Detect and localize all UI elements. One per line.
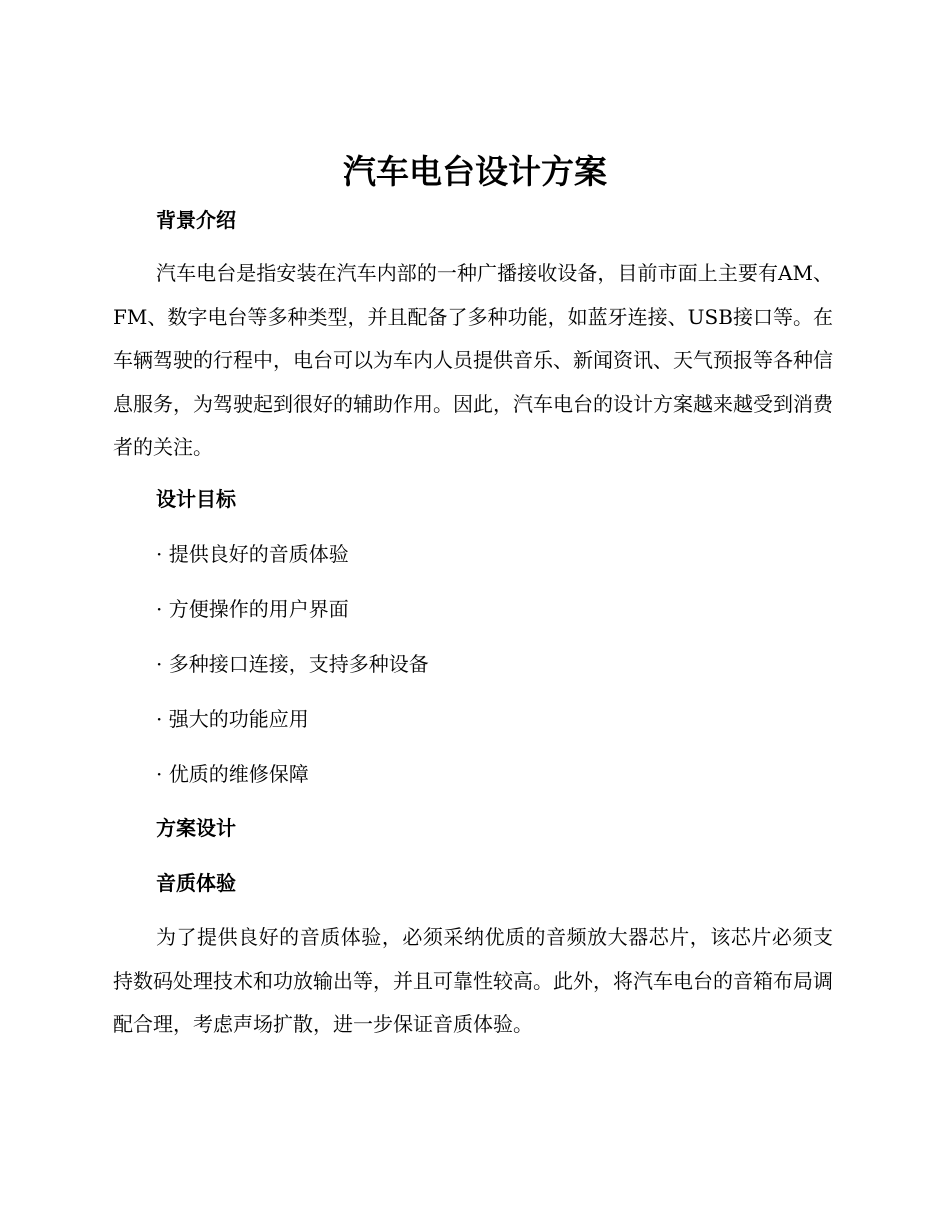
document-title: 汽车电台设计方案 (343, 152, 607, 191)
goal-list-item: · 方便操作的用户界面 (156, 597, 349, 621)
goal-list-item: · 优质的维修保障 (156, 762, 309, 786)
goal-list-item: · 提供良好的音质体验 (156, 542, 349, 566)
section-heading-sound: 音质体验 (156, 871, 236, 895)
sound-paragraph: 为了提供良好的音质体验，必须采纳优质的音频放大器芯片，该芯片必须支持数码处理技术和功放输出等，并且可靠性较高。此外，将汽车电台的音箱布局调配合理，考虑声场扩散，进一步保证音质体验。 (113, 925, 833, 1036)
section-heading-goals: 设计目标 (156, 487, 236, 511)
goal-list-item: · 多种接口连接，支持多种设备 (156, 652, 429, 676)
section-heading-background: 背景介绍 (156, 208, 236, 232)
background-paragraph: 汽车电台是指安装在汽车内部的一种广播接收设备，目前市面上主要有AM、FM、数字电台等多种类型，并且配备了多种功能，如蓝牙连接、USB接口等。在车辆驾驶的行程中，电台可以为车内人员提供音乐、新闻资讯、天气预报等各种信息服务，为驾驶起到很好的辅助作用。因此，汽车电台的设计方案越来越受到消费者的关注。 (113, 261, 833, 459)
section-heading-design: 方案设计 (156, 816, 236, 840)
goal-list-item: · 强大的功能应用 (156, 707, 309, 731)
